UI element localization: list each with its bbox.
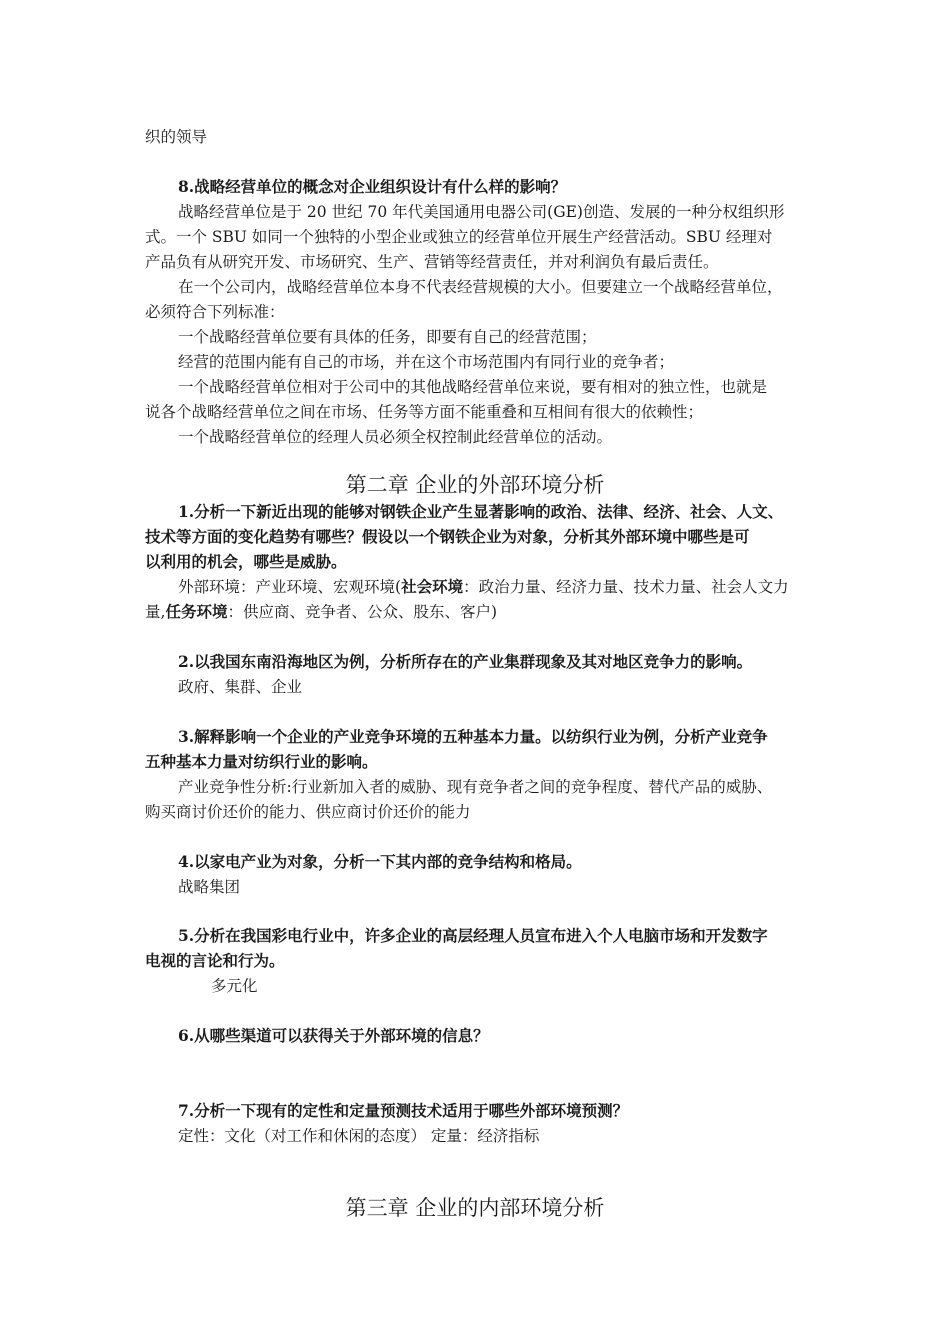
text-line: 产业竞争性分析:行业新加入者的威胁、现有竞争者之间的竞争程度、替代产品的威胁、 bbox=[178, 778, 773, 796]
text-line: 说各个战略经营单位之间在市场、任务等方面不能重叠和互相间有很大的依赖性； bbox=[145, 403, 704, 421]
text-line: 战略集团 bbox=[178, 878, 241, 896]
text-run: ：供应商、竞争者、公众、股东、客户) bbox=[227, 603, 498, 621]
question-heading: 以利用的机会，哪些是威胁。 bbox=[145, 552, 347, 571]
text-run: 量, bbox=[145, 603, 166, 621]
text-line: 多元化 bbox=[211, 977, 258, 995]
text-line bbox=[145, 602, 497, 622]
question-heading: 五种基本力量对纺织行业的影响。 bbox=[145, 752, 378, 771]
text-run: ：政治力量、经济力量、技术力量、社会人文力 bbox=[463, 578, 789, 596]
text-run: 外部环境：产业环境、宏观环境( bbox=[178, 578, 402, 596]
text-line: 式。一个 SBU 如同一个独特的小型企业或独立的经营单位开展生产经营活动。SBU 经理对 bbox=[145, 228, 773, 246]
question-heading: 7.分析一下现有的定性和定量预测技术适用于哪些外部环境预测？ bbox=[178, 1101, 629, 1120]
question-heading: 3.解释影响一个企业的产业竞争环境的五种基本力量。以纺织行业为例，分析产业竞争 bbox=[178, 727, 768, 746]
question-heading: 2.以我国东南沿海地区为例，分析所存在的产业集群现象及其对地区竞争力的影响。 bbox=[178, 652, 753, 671]
chapter-heading: 第二章 企业的外部环境分析 bbox=[345, 473, 605, 497]
text-line: 定性：文化（对工作和休闲的态度） 定量：经济指标 bbox=[178, 1127, 540, 1145]
question-heading: 6.从哪些渠道可以获得关于外部环境的信息？ bbox=[178, 1026, 489, 1045]
text-line: 一个战略经营单位要有具体的任务，即要有自己的经营范围； bbox=[178, 328, 597, 346]
text-line: 必须符合下列标准： bbox=[145, 303, 285, 321]
text-line: 购买商讨价还价的能力、供应商讨价还价的能力 bbox=[145, 803, 471, 821]
text-line: 经营的范围内能有自己的市场，并在这个市场范围内有同行业的竞争者； bbox=[178, 353, 675, 371]
question-heading: 电视的言论和行为。 bbox=[145, 951, 285, 970]
question-heading: 1.分析一下新近出现的能够对钢铁企业产生显著影响的政治、法律、经济、社会、人文、 bbox=[178, 502, 784, 521]
question-heading: 5.分析在我国彩电行业中，许多企业的高层经理人员宣布进入个人电脑市场和开发数字 bbox=[178, 926, 768, 945]
chapter-heading: 第三章 企业的内部环境分析 bbox=[345, 1196, 605, 1220]
text-line: 在一个公司内，战略经营单位本身不代表经营规模的大小。但要建立一个战略经营单位， bbox=[178, 278, 783, 296]
question-heading: 4.以家电产业为对象，分析一下其内部的竞争结构和格局。 bbox=[178, 852, 582, 871]
text-line: 一个战略经营单位相对于公司中的其他战略经营单位来说，要有相对的独立性，也就是 bbox=[178, 378, 768, 396]
question-heading: 8.战略经营单位的概念对企业组织设计有什么样的影响？ bbox=[178, 177, 567, 196]
text-line: 战略经营单位是于 20 世纪 70 年代美国通用电器公司(GE)创造、发展的一种分权组织形 bbox=[178, 203, 785, 221]
text-line: 一个战略经营单位的经理人员必须全权控制此经营单位的活动。 bbox=[178, 428, 613, 446]
text-line: 产品负有从研究开发、市场研究、生产、营销等经营责任，并对利润负有最后责任。 bbox=[145, 253, 719, 271]
text-line: 织的领导 bbox=[145, 128, 208, 146]
text-line: 政府、集群、企业 bbox=[178, 678, 303, 696]
bold-term: 社会环境 bbox=[401, 577, 464, 596]
question-heading: 技术等方面的变化趋势有哪些？假设以一个钢铁企业为对象，分析其外部环境中哪些是可 bbox=[145, 527, 750, 546]
bold-term: 任务环境 bbox=[165, 602, 228, 621]
text-line bbox=[178, 577, 789, 597]
